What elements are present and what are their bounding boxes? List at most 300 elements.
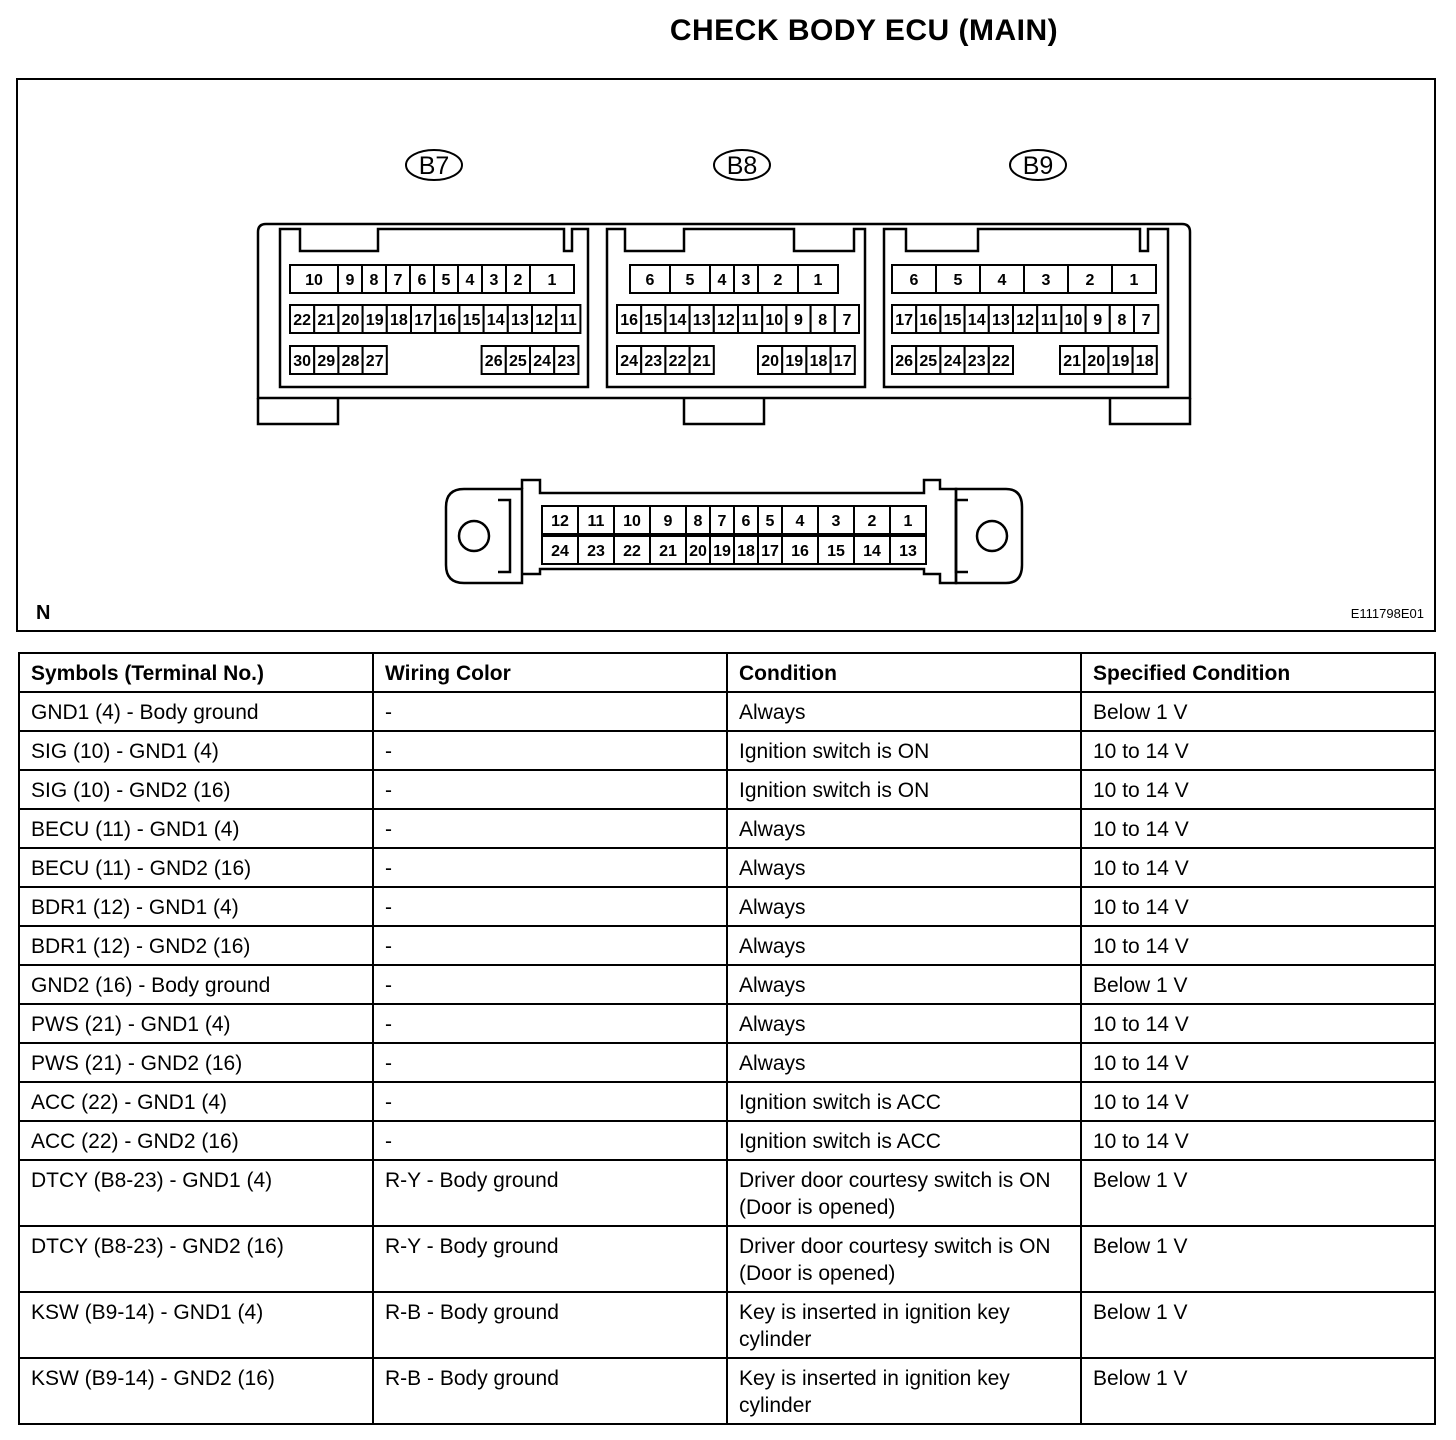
pin-number: 10 <box>1064 312 1083 329</box>
cell-symbol: ACC (22) - GND2 (16) <box>19 1121 373 1160</box>
pin-number: 30 <box>293 353 311 370</box>
cell-wiring-color: - <box>373 809 727 848</box>
cell-wiring-color: - <box>373 1121 727 1160</box>
b9-pin <box>1061 305 1085 333</box>
pin-number: 17 <box>761 543 779 560</box>
table-row <box>19 926 1435 965</box>
table-row <box>19 848 1435 887</box>
pin-number: 2 <box>773 272 783 289</box>
pin-number: 17 <box>895 312 913 329</box>
b7-pin <box>387 305 411 333</box>
pin-number: 6 <box>417 272 427 289</box>
pin-number: 25 <box>509 353 527 370</box>
pin-number: 1 <box>903 513 913 530</box>
cell-specified-condition: 10 to 14 V <box>1081 1043 1435 1082</box>
b9-pin <box>965 305 989 333</box>
pin-number: 27 <box>365 353 384 370</box>
cell-symbol: KSW (B9-14) - GND2 (16) <box>19 1358 373 1424</box>
pin-number: 19 <box>785 353 804 370</box>
cell-specified-condition: 10 to 14 V <box>1081 848 1435 887</box>
pin-number: 14 <box>668 312 687 329</box>
connector-label-b9 <box>1010 150 1066 180</box>
bottom-pin <box>890 536 926 564</box>
bottom-pin <box>758 536 782 564</box>
cell-symbol: BDR1 (12) - GND1 (4) <box>19 887 373 926</box>
b9-pin <box>1060 346 1084 374</box>
connector-label-text: B9 <box>1022 152 1054 180</box>
b8-pin <box>710 265 734 293</box>
header-condition: Condition <box>727 653 1081 692</box>
b7-pin <box>434 265 458 293</box>
cell-condition: Ignition switch is ON <box>727 770 1081 809</box>
b8-pin <box>670 265 710 293</box>
b7-pin <box>338 265 362 293</box>
pin-number: 8 <box>1117 312 1127 329</box>
pin-number: 26 <box>895 353 913 370</box>
cell-condition: Ignition switch is ACC <box>727 1082 1081 1121</box>
table-row <box>19 731 1435 770</box>
pin-number: 24 <box>533 353 551 370</box>
pin-number: 9 <box>1093 312 1103 329</box>
b7-pin <box>556 305 580 333</box>
pin-number: 8 <box>369 272 379 289</box>
pin-number: 3 <box>489 272 499 289</box>
pin-number: 24 <box>551 543 569 560</box>
pin-number: 11 <box>741 312 759 329</box>
b7-pin <box>435 305 459 333</box>
table-row <box>19 770 1435 809</box>
cell-condition: Key is inserted in ignition key cylinder <box>727 1358 1081 1424</box>
pin-number: 24 <box>943 353 962 370</box>
pin-number: 9 <box>345 272 355 289</box>
b9-pin <box>1084 346 1108 374</box>
pin-number: 5 <box>441 272 451 289</box>
pin-number: 4 <box>465 272 475 289</box>
pin-number: 2 <box>513 272 523 289</box>
cell-wiring-color: - <box>373 926 727 965</box>
b8-pin <box>690 346 714 374</box>
cell-condition: Always <box>727 1004 1081 1043</box>
b9-pin <box>936 265 980 293</box>
pin-number: 11 <box>559 312 577 329</box>
pin-number: 4 <box>997 272 1007 289</box>
table-row <box>19 887 1435 926</box>
pin-number: 1 <box>1129 272 1139 289</box>
pin-number: 6 <box>645 272 655 289</box>
b9-pin <box>1108 346 1132 374</box>
figure-id: E111798E01 <box>1350 606 1424 621</box>
pin-number: 28 <box>341 353 360 370</box>
b8-pin <box>798 265 838 293</box>
pin-number: 22 <box>293 312 311 329</box>
b9-pin <box>1024 265 1068 293</box>
table-row <box>19 965 1435 1004</box>
b7-pin <box>290 305 314 333</box>
cell-condition: Always <box>727 848 1081 887</box>
b8-pin <box>835 305 859 333</box>
b9-pin <box>1133 346 1157 374</box>
bottom-pin <box>710 506 734 534</box>
pin-number: 3 <box>1041 272 1051 289</box>
cell-wiring-color: R-Y - Body ground <box>373 1226 727 1292</box>
pin-number: 14 <box>967 312 986 329</box>
pin-number: 18 <box>390 312 408 329</box>
cell-condition: Always <box>727 809 1081 848</box>
pin-number: 5 <box>765 513 775 530</box>
bottom-pin <box>542 506 578 534</box>
b8-pin <box>758 265 798 293</box>
pin-number: 13 <box>899 543 917 560</box>
pin-number: 21 <box>1063 353 1081 370</box>
pin-number: 10 <box>765 312 784 329</box>
pin-number: 24 <box>620 353 638 370</box>
cell-specified-condition: Below 1 V <box>1081 1358 1435 1424</box>
header-symbols: Symbols (Terminal No.) <box>19 653 373 692</box>
b9-pin <box>1037 305 1061 333</box>
cell-symbol: GND1 (4) - Body ground <box>19 692 373 731</box>
pin-number: 23 <box>557 353 576 370</box>
b7-pin <box>362 265 386 293</box>
pin-number: 11 <box>1040 312 1058 329</box>
b9-pin <box>892 305 916 333</box>
b9-pin <box>940 305 964 333</box>
pin-number: 6 <box>909 272 919 289</box>
cell-condition: Always <box>727 965 1081 1004</box>
bottom-pin <box>650 506 686 534</box>
table-row <box>19 1292 1435 1358</box>
b8-pin <box>782 346 806 374</box>
table-row <box>19 1121 1435 1160</box>
cell-symbol: PWS (21) - GND1 (4) <box>19 1004 373 1043</box>
bottom-pin <box>686 506 710 534</box>
pin-number: 13 <box>692 312 711 329</box>
b7-pin <box>290 265 338 293</box>
pin-number: 19 <box>1111 353 1130 370</box>
pin-number: 12 <box>551 513 569 530</box>
cell-symbol: PWS (21) - GND2 (16) <box>19 1043 373 1082</box>
pin-number: 4 <box>795 513 805 530</box>
pin-number: 9 <box>794 312 803 329</box>
pin-number: 7 <box>1141 312 1151 329</box>
b7-pin <box>482 346 506 374</box>
b8-pin <box>714 305 738 333</box>
pin-number: 4 <box>717 272 727 289</box>
connector-label-text: B8 <box>726 152 758 180</box>
spec-table <box>18 652 1436 1425</box>
pin-number: 12 <box>1016 312 1034 329</box>
cell-specified-condition: 10 to 14 V <box>1081 1004 1435 1043</box>
bottom-pin <box>758 506 782 534</box>
pin-number: 23 <box>967 353 986 370</box>
b8-pin <box>734 265 758 293</box>
b9-pin <box>892 265 936 293</box>
pin-number: 6 <box>741 513 751 530</box>
cell-wiring-color: - <box>373 965 727 1004</box>
connector-label-text: B7 <box>418 152 450 180</box>
bottom-pin <box>542 536 578 564</box>
table-row <box>19 1160 1435 1226</box>
b9-pin <box>1110 305 1134 333</box>
b7-pin <box>338 305 362 333</box>
pin-number: 5 <box>953 272 963 289</box>
b9-pin <box>1134 305 1158 333</box>
pin-number: 20 <box>341 312 360 329</box>
table-row <box>19 692 1435 731</box>
b9-pin <box>1068 265 1112 293</box>
cell-condition: Always <box>727 1043 1081 1082</box>
cell-specified-condition: 10 to 14 V <box>1081 926 1435 965</box>
pin-number: 15 <box>462 312 481 329</box>
b8-pin <box>831 346 855 374</box>
figure-note: N <box>36 602 51 624</box>
pin-number: 15 <box>827 543 845 560</box>
cell-specified-condition: 10 to 14 V <box>1081 1082 1435 1121</box>
cell-wiring-color: - <box>373 731 727 770</box>
table-row <box>19 1082 1435 1121</box>
pin-number: 18 <box>737 543 755 560</box>
connector-label-b7 <box>406 150 462 180</box>
b8-pin <box>690 305 714 333</box>
bottom-pin <box>818 506 854 534</box>
pin-number: 1 <box>813 272 823 289</box>
b7-pin <box>508 305 532 333</box>
pin-number: 22 <box>668 353 687 370</box>
pin-number: 11 <box>587 513 605 530</box>
b9-pin <box>989 305 1013 333</box>
bottom-pin <box>650 536 686 564</box>
table-row <box>19 1358 1435 1424</box>
b8-pin <box>806 346 830 374</box>
pin-number: 16 <box>620 312 638 329</box>
b8-pin <box>762 305 786 333</box>
b9-pin <box>1086 305 1110 333</box>
header-wiring-color: Wiring Color <box>373 653 727 692</box>
cell-wiring-color: - <box>373 848 727 887</box>
cell-specified-condition: 10 to 14 V <box>1081 731 1435 770</box>
pin-number: 19 <box>365 312 384 329</box>
connector-label-b8 <box>714 150 770 180</box>
pin-number: 8 <box>818 312 828 329</box>
b8-pin <box>641 346 665 374</box>
cell-condition: Driver door courtesy switch is ON (Door is opened) <box>727 1226 1081 1292</box>
pin-number: 20 <box>761 353 779 370</box>
pin-number: 2 <box>1085 272 1095 289</box>
b7-pin <box>458 265 482 293</box>
pin-number: 7 <box>842 312 852 329</box>
pin-number: 21 <box>317 312 336 329</box>
table-row <box>19 1004 1435 1043</box>
cell-condition: Ignition switch is ACC <box>727 1121 1081 1160</box>
pin-number: 21 <box>659 543 677 560</box>
cell-wiring-color: - <box>373 770 727 809</box>
b7-pin <box>482 265 506 293</box>
bottom-pin <box>578 536 614 564</box>
cell-wiring-color: - <box>373 1004 727 1043</box>
b8-pin <box>665 305 689 333</box>
pin-number: 22 <box>992 353 1010 370</box>
connector-figure <box>16 78 1436 632</box>
b8-pin <box>811 305 835 333</box>
bottom-pin <box>854 506 890 534</box>
pin-number: 12 <box>717 312 735 329</box>
b8-pin <box>665 346 689 374</box>
b7-pin <box>459 305 483 333</box>
table-row <box>19 809 1435 848</box>
cell-specified-condition: 10 to 14 V <box>1081 887 1435 926</box>
pin-number: 2 <box>867 513 877 530</box>
pin-number: 14 <box>863 543 881 560</box>
cell-symbol: BECU (11) - GND2 (16) <box>19 848 373 887</box>
b7-pin <box>506 346 530 374</box>
cell-symbol: DTCY (B8-23) - GND1 (4) <box>19 1160 373 1226</box>
b7-pin <box>290 346 314 374</box>
b7-pin <box>363 346 387 374</box>
cell-specified-condition: Below 1 V <box>1081 1292 1435 1358</box>
pin-number: 15 <box>943 312 962 329</box>
bottom-pin <box>614 506 650 534</box>
b7-pin <box>410 265 434 293</box>
b9-pin <box>916 346 940 374</box>
cell-symbol: BECU (11) - GND1 (4) <box>19 809 373 848</box>
connector-diagram <box>18 80 1434 630</box>
bottom-pin <box>734 536 758 564</box>
pin-number: 26 <box>484 353 503 370</box>
b7-pin <box>314 346 338 374</box>
pin-number: 13 <box>992 312 1010 329</box>
cell-specified-condition: Below 1 V <box>1081 692 1435 731</box>
b9-pin <box>940 346 964 374</box>
cell-condition: Always <box>727 926 1081 965</box>
header-specified-condition: Specified Condition <box>1081 653 1435 692</box>
cell-specified-condition: Below 1 V <box>1081 965 1435 1004</box>
pin-number: 7 <box>717 513 727 530</box>
cell-symbol: ACC (22) - GND1 (4) <box>19 1082 373 1121</box>
b7-pin <box>530 265 574 293</box>
pin-number: 10 <box>305 272 323 289</box>
pin-number: 29 <box>317 353 336 370</box>
cell-specified-condition: Below 1 V <box>1081 1160 1435 1226</box>
bottom-pin <box>890 506 926 534</box>
b7-pin <box>411 305 435 333</box>
cell-symbol: BDR1 (12) - GND2 (16) <box>19 926 373 965</box>
b7-pin <box>506 265 530 293</box>
b8-pin <box>617 346 641 374</box>
pin-number: 18 <box>1135 353 1154 370</box>
bottom-pin <box>782 536 818 564</box>
pin-number: 22 <box>623 543 641 560</box>
b7-pin <box>338 346 362 374</box>
b8-pin <box>738 305 762 333</box>
b7-pin <box>530 346 554 374</box>
b8-pin <box>617 305 641 333</box>
pin-number: 1 <box>547 272 557 289</box>
b7-pin <box>386 265 410 293</box>
b9-pin <box>989 346 1013 374</box>
bottom-pin <box>782 506 818 534</box>
cell-wiring-color: - <box>373 1043 727 1082</box>
table-header-row <box>19 653 1435 692</box>
cell-symbol: SIG (10) - GND1 (4) <box>19 731 373 770</box>
cell-wiring-color: R-Y - Body ground <box>373 1160 727 1226</box>
b7-pin <box>314 305 338 333</box>
cell-specified-condition: 10 to 14 V <box>1081 1121 1435 1160</box>
page-title: CHECK BODY ECU (MAIN) <box>669 14 1059 47</box>
cell-wiring-color: R-B - Body ground <box>373 1292 727 1358</box>
pin-number: 9 <box>663 513 673 530</box>
pin-number: 18 <box>809 353 828 370</box>
b8-pin <box>630 265 670 293</box>
table-row <box>19 1043 1435 1082</box>
cell-wiring-color: R-B - Body ground <box>373 1358 727 1424</box>
bottom-pin <box>818 536 854 564</box>
pin-number: 16 <box>438 312 457 329</box>
b7-pin <box>554 346 578 374</box>
b9-pin <box>980 265 1024 293</box>
cell-wiring-color: - <box>373 692 727 731</box>
bottom-pin <box>710 536 734 564</box>
pin-number: 13 <box>511 312 529 329</box>
pin-number: 17 <box>833 353 852 370</box>
b9-pin <box>1013 305 1037 333</box>
pin-number: 20 <box>689 543 707 560</box>
pin-number: 23 <box>587 543 605 560</box>
b9-pin <box>965 346 989 374</box>
cell-symbol: KSW (B9-14) - GND1 (4) <box>19 1292 373 1358</box>
pin-number: 16 <box>919 312 938 329</box>
pin-number: 25 <box>919 353 938 370</box>
cell-condition: Always <box>727 887 1081 926</box>
pin-number: 15 <box>644 312 663 329</box>
pin-number: 10 <box>623 513 641 530</box>
pin-number: 17 <box>414 312 432 329</box>
b7-pin <box>484 305 508 333</box>
pin-number: 3 <box>741 272 751 289</box>
cell-symbol: SIG (10) - GND2 (16) <box>19 770 373 809</box>
bottom-pin <box>686 536 710 564</box>
cell-symbol: DTCY (B8-23) - GND2 (16) <box>19 1226 373 1292</box>
cell-specified-condition: Below 1 V <box>1081 1226 1435 1292</box>
b9-pin <box>916 305 940 333</box>
pin-number: 3 <box>831 513 841 530</box>
pin-number: 21 <box>692 353 711 370</box>
pin-number: 16 <box>791 543 809 560</box>
bottom-pin <box>578 506 614 534</box>
pin-number: 5 <box>685 272 695 289</box>
b9-pin <box>892 346 916 374</box>
b7-pin <box>532 305 556 333</box>
cell-condition: Always <box>727 692 1081 731</box>
cell-specified-condition: 10 to 14 V <box>1081 809 1435 848</box>
cell-symbol: GND2 (16) - Body ground <box>19 965 373 1004</box>
pin-number: 14 <box>486 312 505 329</box>
cell-wiring-color: - <box>373 1082 727 1121</box>
table-row <box>19 1226 1435 1292</box>
pin-number: 8 <box>693 513 703 530</box>
cell-condition: Ignition switch is ON <box>727 731 1081 770</box>
pin-number: 19 <box>713 543 731 560</box>
b8-pin <box>786 305 810 333</box>
bottom-pin <box>614 536 650 564</box>
cell-condition: Driver door courtesy switch is ON (Door is opened) <box>727 1160 1081 1226</box>
b8-pin <box>641 305 665 333</box>
pin-number: 23 <box>644 353 663 370</box>
cell-specified-condition: 10 to 14 V <box>1081 770 1435 809</box>
pin-number: 12 <box>535 312 553 329</box>
pin-number: 20 <box>1087 353 1106 370</box>
bottom-pin <box>734 506 758 534</box>
b8-pin <box>758 346 782 374</box>
cell-wiring-color: - <box>373 887 727 926</box>
